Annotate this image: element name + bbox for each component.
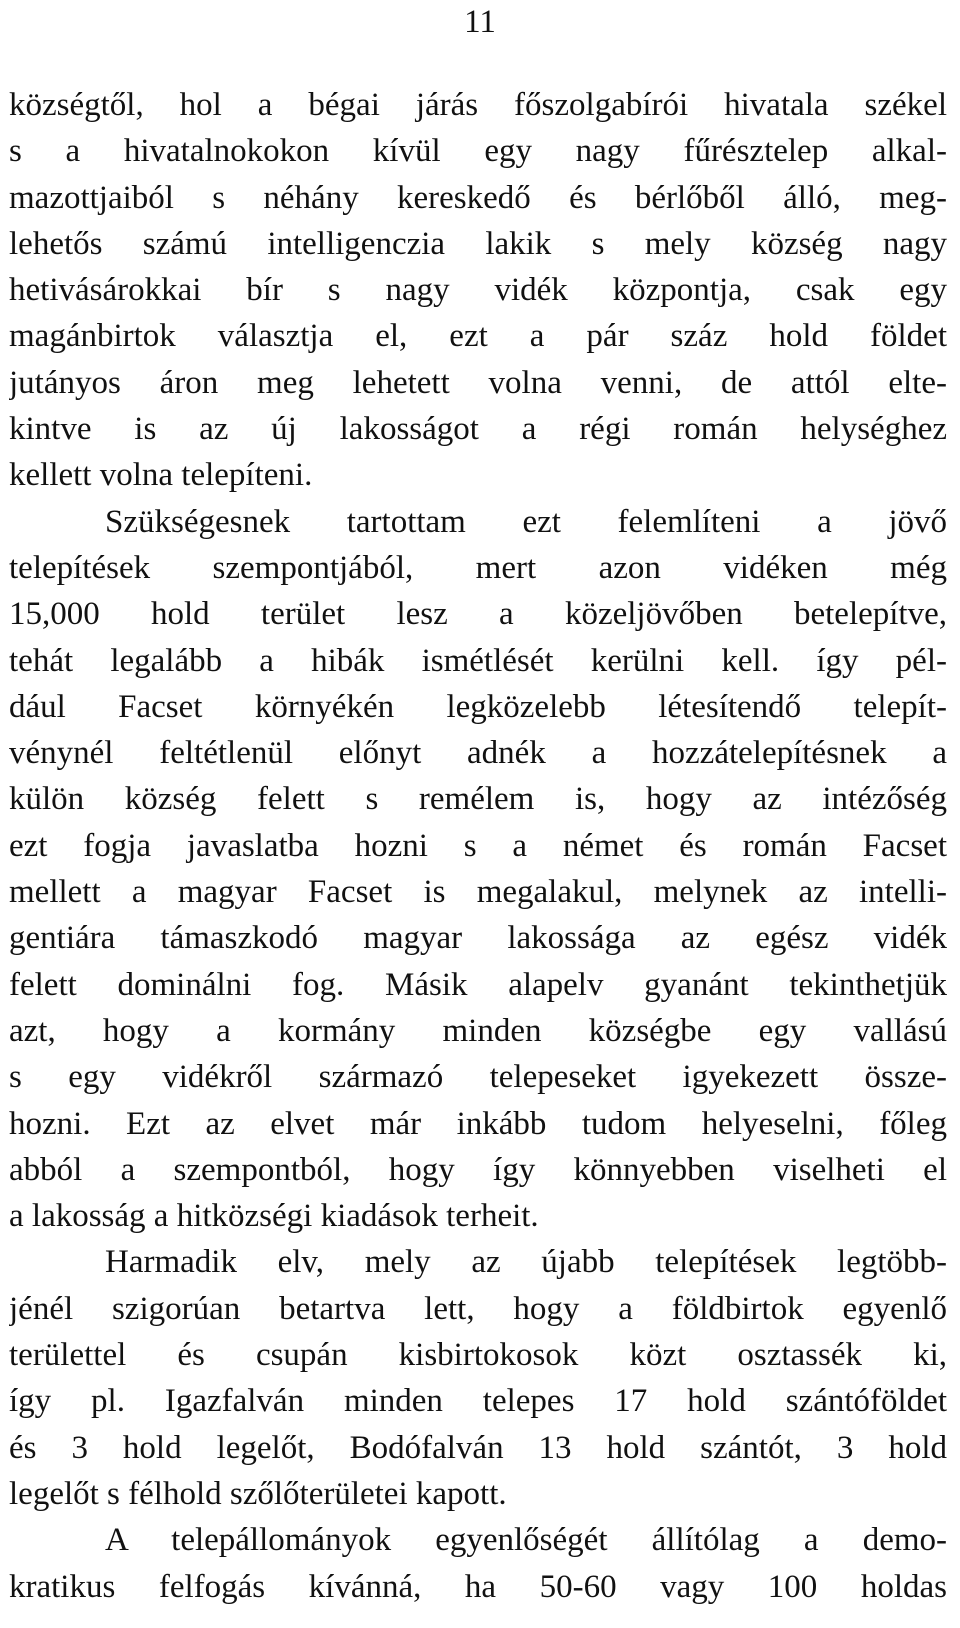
text-line: vénynél feltétlenül előnyt adnék a hozzátelepítésnek a — [9, 735, 947, 772]
page-number: 11 — [464, 4, 496, 40]
text-line: s a hivatalnokokon kívül egy nagy fűrésztelep alkal- — [9, 133, 947, 170]
text-line: legelőt s félhold szőlőterületei kapott. — [9, 1475, 507, 1512]
body-text — [9, 82, 947, 1610]
text-line: jutányos áron meg lehetett volna venni, de attól elte- — [9, 364, 947, 401]
text-line: gentiára támaszkodó magyar lakossága az egész vidék — [9, 920, 947, 957]
text-line: így pl. Igazfalván minden telepes 17 hold szántóföldet — [9, 1383, 947, 1420]
text-line: tehát legalább a hibák ismétlését kerülni kell. így pél- — [9, 642, 947, 679]
text-line: Harmadik elv, mely az újabb telepítések legtöbb- — [105, 1244, 947, 1281]
text-line: lehetős számú intelligenczia lakik s mely község nagy — [9, 225, 947, 262]
text-line: területtel és csupán kisbirtokosok közt osztassék ki, — [9, 1337, 947, 1374]
text-line: 15,000 hold terület lesz a közeljövőben betelepítve, — [9, 596, 947, 633]
text-line: dául Facset környékén legközelebb létesítendő telepít- — [9, 688, 947, 725]
text-line: A telepállományok egyenlőségét állítólag a demo- — [105, 1522, 947, 1559]
text-line: községtől, hol a bégai járás főszolgabírói hivatala székel — [9, 87, 947, 123]
text-line: s egy vidékről származó telepeseket igyekezett össze- — [9, 1059, 947, 1096]
text-line: magánbirtok választja el, ezt a pár száz hold földet — [9, 318, 947, 355]
text-line: ezt fogja javaslatba hozni s a német és román Facset — [9, 827, 947, 864]
text-line: hozni. Ezt az elvet már inkább tudom helyeselni, főleg — [9, 1105, 947, 1142]
text-line: abból a szempontból, hogy így könnyebben viselheti el — [9, 1151, 947, 1188]
text-line: azt, hogy a kormány minden községbe egy vallású — [9, 1012, 947, 1049]
text-line: felett dominálni fog. Másik alapelv gyanánt tekinthetjük — [9, 966, 947, 1003]
text-line: telepítések szempontjából, mert azon vidéken még — [9, 549, 947, 586]
text-line: mazottjaiból s néhány kereskedő és bérlőből álló, meg- — [9, 179, 947, 216]
text-line: a lakosság a hitközségi kiadások terheit. — [9, 1198, 539, 1235]
text-line: kellett volna telepíteni. — [9, 457, 313, 494]
text-line: Szükségesnek tartottam ezt felemlíteni a jövő — [105, 503, 947, 540]
text-line: hetivásárokkai bír s nagy vidék központja, csak egy — [9, 272, 947, 309]
text-line: jénél szigorúan betartva lett, hogy a földbirtok egyenlő — [9, 1290, 947, 1327]
text-line: mellett a magyar Facset is megalakul, melynek az intelli- — [9, 874, 947, 911]
text-line: és 3 hold legelőt, Bodófalván 13 hold szántót, 3 hold — [9, 1429, 947, 1466]
text-line: kratikus felfogás kívánná, ha 50-60 vagy 100 holdas — [9, 1568, 947, 1605]
text-line: kintve is az új lakosságot a régi román helységhez — [9, 411, 947, 448]
text-line: külön község felett s remélem is, hogy az intézőség — [9, 781, 947, 818]
